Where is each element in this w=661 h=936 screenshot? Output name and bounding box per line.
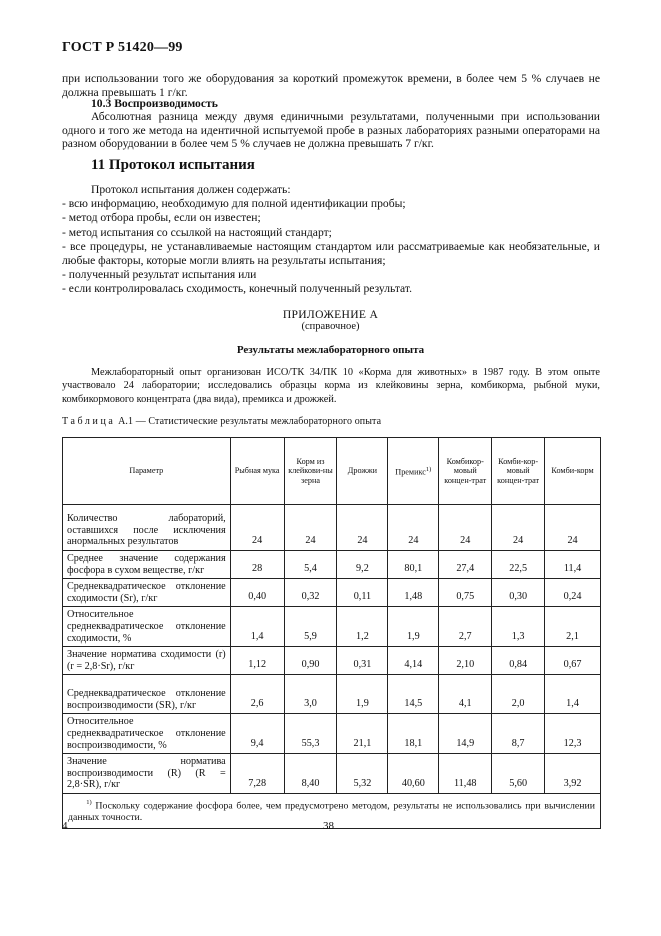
table-cell: 4,1	[439, 675, 492, 714]
table-row	[63, 551, 601, 579]
table-cell: 9,4	[230, 714, 284, 754]
results-table	[62, 437, 601, 829]
table-cell: 24	[388, 505, 439, 551]
table-cell: 22,5	[492, 551, 545, 579]
table-cell: 1,12	[230, 647, 284, 675]
column-header: Корм из клейкови-ны зерна	[284, 438, 337, 505]
column-header: Рыбная мука	[230, 438, 284, 505]
table-cell: 2,0	[492, 675, 545, 714]
table-cell: 24	[337, 505, 388, 551]
standard-header: ГОСТ Р 51420—99	[62, 40, 183, 55]
table-cell: 11,48	[439, 754, 492, 794]
list-item: - если контролировалась сходимость, конечный полученный результат.	[62, 282, 412, 296]
appendix-subtitle: (справочное)	[301, 321, 360, 332]
protocol-intro: Протокол испытания должен содержать:	[91, 183, 291, 196]
table-cell: 0,40	[230, 579, 284, 607]
appendix-intro: Межлабораторный опыт организован ИСО/ТК 34/ПК 10 «Корма для животных» в 1987 году. В этом опыте участвовало 24 лаборатории; исследовались образцы корма из клейковины зерна, комбикорма, рыбной муки, комбикормового концентрата (два вида), премикса и дрожжей.	[62, 367, 600, 405]
table-cell: 14,9	[439, 714, 492, 754]
table-cell: 2,10	[439, 647, 492, 675]
column-header: Дрожжи	[337, 438, 388, 505]
section-10-3-heading: 10.3 Воспроизводимость	[91, 97, 218, 110]
footnote-text: Поскольку содержание фосфора более, чем предусмотрено методом, результаты не использовались при вычислении данных точности.	[68, 800, 596, 824]
table-cell: 21,1	[337, 714, 388, 754]
table-cell: 0,90	[284, 647, 337, 675]
table-cell: 1,9	[337, 675, 388, 714]
table-cell: 1,3	[492, 607, 545, 647]
row-label: Относительное среднеквадратическое отклонение воспроизводимости, %	[63, 714, 231, 754]
table-cell: 0,75	[439, 579, 492, 607]
appendix-title: ПРИЛОЖЕНИЕ А	[282, 308, 379, 321]
paragraph-repeatability-end: при использовании того же оборудования за короткий промежуток времени, в более чем 5 % случаев не должна превышать 1 г/кг.	[62, 72, 600, 99]
row-label: Среднеквадратическое отклонение воспроизводимости (SR), г/кг	[63, 675, 231, 714]
column-header: Комби-кор-мовый концен-трат	[492, 438, 545, 505]
table-cell: 5,9	[284, 607, 337, 647]
table-cell: 28	[230, 551, 284, 579]
list-item: - все процедуры, не устанавливаемые настоящим стандартом или рассматриваемые как необязательные, и любые факторы, которые могли влиять на результаты испытания;	[62, 239, 600, 268]
table-row	[63, 647, 601, 675]
table-row	[63, 754, 601, 794]
table-cell: 5,4	[284, 551, 337, 579]
table-cell: 24	[439, 505, 492, 551]
table-cell: 0,24	[545, 579, 601, 607]
table-cell: 24	[545, 505, 601, 551]
column-header-label: Премикс	[395, 467, 426, 477]
row-label: Среднеквадратическое отклонение сходимости (Sr), г/кг	[63, 579, 231, 607]
column-header: Комби-корм	[545, 438, 601, 505]
table-cell: 1,48	[388, 579, 439, 607]
table-cell: 8,40	[284, 754, 337, 794]
column-header-premix	[388, 438, 439, 505]
table-cell: 5,32	[337, 754, 388, 794]
protocol-list	[62, 183, 600, 297]
table-cell: 3,0	[284, 675, 337, 714]
table-header-row	[63, 438, 601, 505]
table-row	[63, 607, 601, 647]
list-item: - метод отбора пробы, если он известен;	[62, 211, 261, 225]
table-cell: 4,14	[388, 647, 439, 675]
table-cell: 0,32	[284, 579, 337, 607]
table-cell: 24	[492, 505, 545, 551]
table-cell: 55,3	[284, 714, 337, 754]
footnote-mark: 1)	[86, 798, 92, 806]
table-cell: 0,67	[545, 647, 601, 675]
table-caption	[62, 416, 381, 427]
table-row	[63, 714, 601, 754]
table-cell: 12,3	[545, 714, 601, 754]
table-cell: 9,2	[337, 551, 388, 579]
table-caption-prefix: Таблица	[62, 416, 116, 427]
table-cell: 7,28	[230, 754, 284, 794]
table-row	[63, 579, 601, 607]
section-11-heading: 11 Протокол испытания	[91, 157, 255, 173]
paragraph-reproducibility: Абсолютная разница между двумя единичными результатами, полученными при использовании одного и того же метода на идентичной испытуемой пробе в разных лабораториях разными операторами на разном оборудовании в более чем 5 % случаев не должна превышать 7 г/кг.	[62, 110, 600, 151]
table-row	[63, 675, 601, 714]
row-label: Среднее значение содержания фосфора в сухом веществе, г/кг	[63, 551, 231, 579]
row-label: Значение норматива сходимости (r) (r = 2,8·Sr), г/кг	[63, 647, 231, 675]
page-number-left: 4	[62, 820, 68, 832]
table-caption-text: А.1 — Статистические результаты межлабораторного опыта	[115, 416, 382, 427]
table-cell: 0,11	[337, 579, 388, 607]
table-cell: 1,4	[230, 607, 284, 647]
row-label: Значение норматива воспроизводимости (R) (R = 2,8·SR), г/кг	[63, 754, 231, 794]
table-cell: 3,92	[545, 754, 601, 794]
table-cell: 18,1	[388, 714, 439, 754]
table-cell: 1,2	[337, 607, 388, 647]
list-item: - метод испытания со ссылкой на настоящий стандарт;	[62, 225, 332, 239]
footnote-ref: 1)	[425, 465, 432, 473]
table-cell: 5,60	[492, 754, 545, 794]
column-header: Комбикор-мовый концен-трат	[439, 438, 492, 505]
table-cell: 1,4	[545, 675, 601, 714]
table-cell: 0,84	[492, 647, 545, 675]
table-cell: 8,7	[492, 714, 545, 754]
table-cell: 24	[284, 505, 337, 551]
table-cell: 24	[230, 505, 284, 551]
column-header: Параметр	[63, 438, 231, 505]
table-cell: 27,4	[439, 551, 492, 579]
table-cell: 2,1	[545, 607, 601, 647]
row-label: Относительное среднеквадратическое отклонение сходимости, %	[63, 607, 231, 647]
table-cell: 14,5	[388, 675, 439, 714]
row-label: Количество лабораторий, оставшихся после исключения анормальных результатов	[63, 505, 231, 551]
table-row	[63, 505, 601, 551]
table-cell: 40,60	[388, 754, 439, 794]
page-number-center: 38	[323, 820, 334, 832]
list-item: - полученный результат испытания или	[62, 268, 257, 282]
table-cell: 0,31	[337, 647, 388, 675]
appendix-heading: Результаты межлабораторного опыта	[236, 344, 425, 356]
table-cell: 2,7	[439, 607, 492, 647]
table-cell: 2,6	[230, 675, 284, 714]
table-cell: 11,4	[545, 551, 601, 579]
table-cell: 0,30	[492, 579, 545, 607]
table-cell: 80,1	[388, 551, 439, 579]
table-cell: 1,9	[388, 607, 439, 647]
list-item: - всю информацию, необходимую для полной идентификации пробы;	[62, 197, 406, 211]
